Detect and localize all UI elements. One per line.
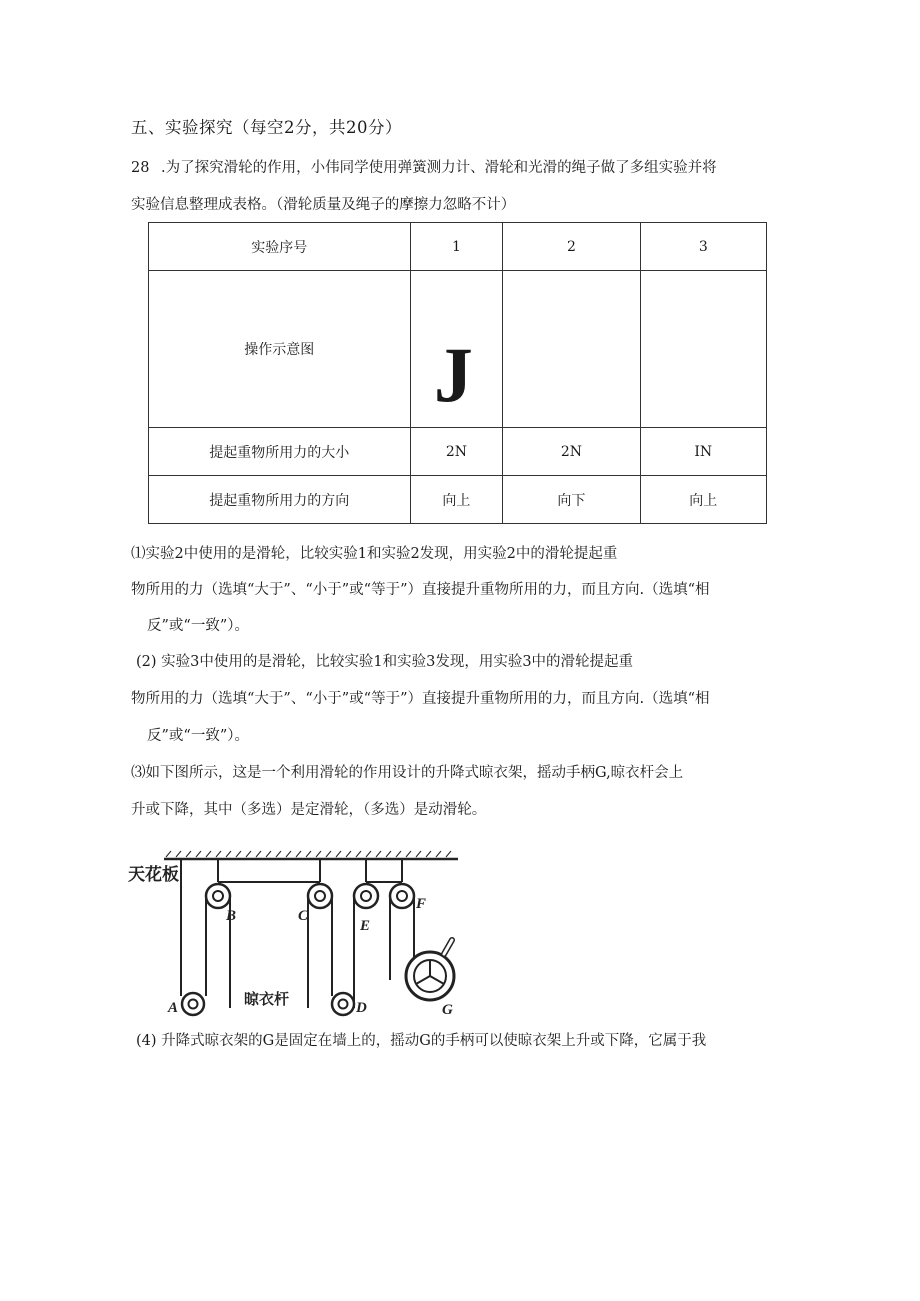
pulley-d bbox=[332, 993, 354, 1015]
rod-label: 晾衣杆 bbox=[244, 991, 290, 1008]
direction-value-3: 向上 bbox=[640, 476, 766, 524]
force-label: 提起重物所用力的大小 bbox=[149, 428, 411, 476]
section-title: 五、实验探究（每空2分，共20分） bbox=[131, 118, 402, 137]
direction-value-2: 向下 bbox=[503, 476, 640, 524]
table-row-header bbox=[149, 223, 767, 271]
question-intro-line2: 实验信息整理成表格。（滑轮质量及绳子的摩擦力忽略不计） bbox=[131, 197, 516, 213]
part2-line2: 物所用的力（选填“大于”、“小于”或“等于”）直接提升重物所用的力，而且方向.（选填“相 bbox=[131, 691, 710, 707]
part1-line1: ⑴实验2中使用的是滑轮，比较实验1和实验2发现，用实验2中的滑轮提起重 bbox=[131, 546, 618, 562]
part3-line2: 升或下降，其中（多选）是定滑轮，（多选）是动滑轮。 bbox=[131, 802, 487, 818]
diagram-cell-1 bbox=[410, 271, 503, 428]
column-header-2: 2 bbox=[503, 223, 640, 271]
diagram-cell-3 bbox=[640, 271, 766, 428]
table-row-direction bbox=[149, 476, 767, 524]
question-intro-line1: .为了探究滑轮的作用，小伟同学使用弹簧测力计、滑轮和光滑的绳子做了多组实验并将 bbox=[161, 160, 717, 176]
part4-line1: (4) 升降式晾衣架的G是固定在墙上的，摇动G的手柄可以使晾衣架上升或下降，它属于我 bbox=[136, 1033, 707, 1049]
label-f: F bbox=[416, 896, 427, 912]
table-row-diagram bbox=[149, 271, 767, 428]
direction-value-1: 向上 bbox=[410, 476, 503, 524]
clothes-rack-diagram bbox=[126, 848, 462, 1018]
header-label: 实验序号 bbox=[149, 223, 411, 271]
label-a: A bbox=[168, 1000, 179, 1016]
diagram-label: 操作示意图 bbox=[149, 271, 411, 428]
force-value-3: IN bbox=[640, 428, 766, 476]
part1-line2: 物所用的力（选填“大于”、“小于”或“等于”）直接提升重物所用的力，而且方向.（选填“相 bbox=[131, 582, 710, 598]
bracket-bc bbox=[218, 859, 320, 882]
force-value-1: 2N bbox=[410, 428, 503, 476]
part3-line1: ⑶如下图所示，这是一个利用滑轮的作用设计的升降式晾衣架，摇动手柄G,晾衣杆会上 bbox=[131, 765, 684, 781]
bracket-ef bbox=[366, 859, 402, 882]
ceiling-label: 天花板 bbox=[128, 865, 179, 884]
pulley-b bbox=[206, 884, 230, 908]
pulley-c bbox=[308, 884, 332, 908]
column-header-1: 1 bbox=[410, 223, 503, 271]
column-header-3: 3 bbox=[640, 223, 766, 271]
diagram-cell-2 bbox=[503, 271, 640, 428]
question-number: 28 bbox=[131, 160, 150, 176]
diagram-glyph-1: J bbox=[433, 331, 473, 418]
direction-label: 提起重物所用力的方向 bbox=[149, 476, 411, 524]
part2-line3: 反”或“一致”）。 bbox=[147, 728, 249, 744]
experiment-table bbox=[148, 222, 767, 524]
part1-line3: 反”或“一致”）。 bbox=[147, 618, 249, 634]
ceiling-hatch bbox=[166, 851, 451, 857]
label-d: D bbox=[356, 1000, 367, 1016]
label-b: B bbox=[226, 908, 237, 924]
pulley-e bbox=[354, 884, 378, 908]
pulley-a bbox=[182, 993, 204, 1015]
label-g: G bbox=[442, 1002, 453, 1018]
label-c: C bbox=[298, 908, 309, 924]
table-row-force bbox=[149, 428, 767, 476]
force-value-2: 2N bbox=[503, 428, 640, 476]
part2-line1: (2) 实验3中使用的是滑轮，比较实验1和实验3发现，用实验3中的滑轮提起重 bbox=[136, 654, 634, 670]
label-e: E bbox=[360, 918, 371, 934]
pulley-f bbox=[390, 884, 414, 908]
